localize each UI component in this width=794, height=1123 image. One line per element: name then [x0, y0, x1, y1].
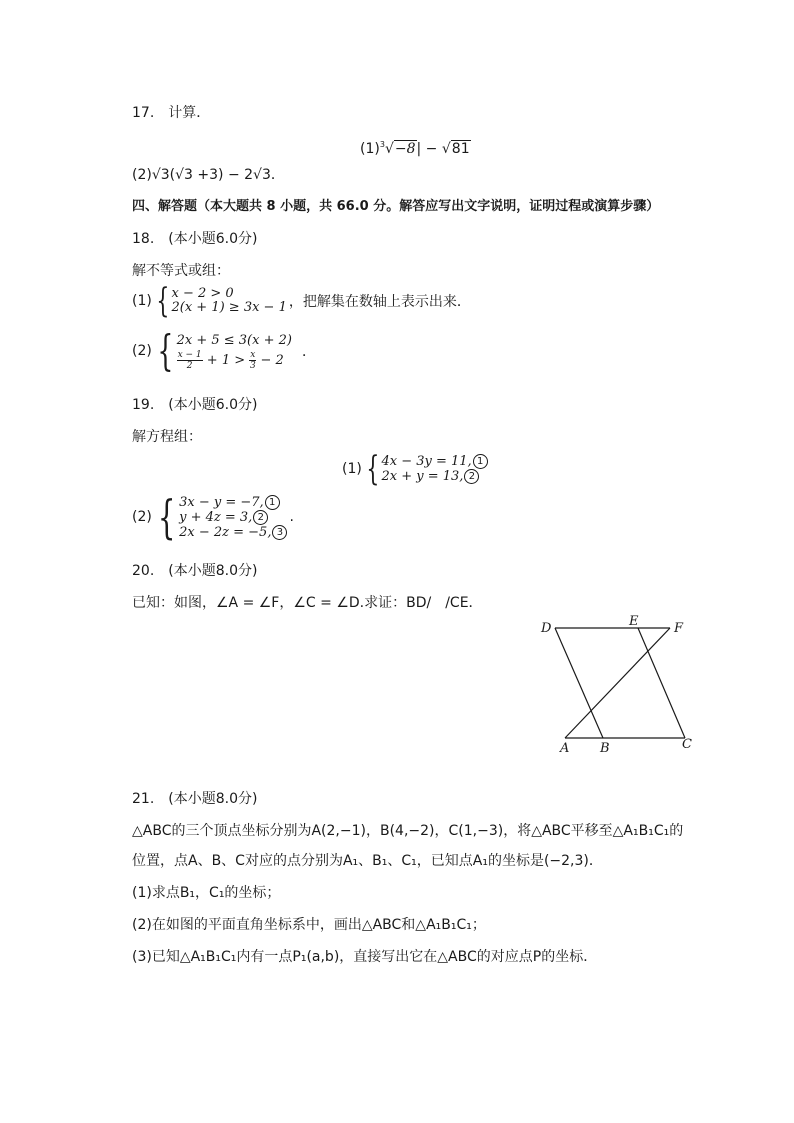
q18-p2-frac2-den: 3 [249, 360, 256, 371]
q18-p2-eq2 [177, 350, 292, 371]
q19-p2-eq2 [179, 510, 287, 525]
q19-p2-eq1-mark: 1 [265, 495, 280, 510]
q17-radicand-2: 81 [451, 141, 470, 157]
q19-p1-eq1-mark: 1 [473, 454, 488, 469]
q19-p1-eq1-text: 4x − 3y = 11, [381, 454, 472, 469]
q18-p2-frac1-num: x − 1 [177, 349, 202, 360]
line-DB [555, 628, 603, 738]
q17-sqrt-sign: √ [384, 141, 394, 157]
q19-part2 [132, 490, 294, 544]
label-E: E [629, 614, 639, 629]
q21-item2: (2)在如图的平面直角坐标系中，画出△ABC和△A₁B₁C₁； [132, 917, 486, 933]
section-title: 四、解答题（本大题共 8 小题，共 66.0 分。解答应写出文字说明，证明过程或演算步骤） [132, 199, 660, 214]
q18-part1 [132, 281, 471, 321]
q19-p2-eq2-mark: 2 [253, 510, 268, 525]
q17-part2-sqrt: √ [151, 167, 161, 183]
q19-p2-eq3-mark: 3 [272, 525, 287, 540]
q19-p1-eq1 [381, 454, 487, 469]
q17-part1 [360, 136, 471, 158]
q18-p1-eq2: 2(x + 1) ≥ 3x − 1 [171, 300, 287, 315]
q21-item3: (3)已知△A₁B₁C₁内有一点P₁(a,b)，直接写出它在△ABC的对应点P的坐标． [132, 949, 598, 965]
q18-p2-brace: { [157, 326, 174, 375]
q18-p2-frac2-num: x [250, 349, 256, 360]
q18-p2-end: − 2 [260, 352, 284, 368]
q18-p2-eq1: 2x + 5 ≤ 3(x + 2) [176, 332, 292, 348]
label-B: B [600, 741, 610, 756]
q18-p2-frac2 [249, 350, 256, 371]
q17-part1-mid: | − [416, 141, 442, 157]
q18-header: 18. (本小题6.0分) [132, 231, 258, 247]
q18-p2-tail: ． [301, 344, 316, 360]
q19-p2-eq1-text: 3x − y = −7, [179, 494, 264, 510]
q18-intro: 解不等式或组： [132, 263, 230, 279]
q20-header: 20. (本小题8.0分) [132, 563, 258, 579]
q19-p1-eq2-mark: 2 [464, 469, 479, 484]
q19-p2-eq3-text: 2x − 2z = −5, [179, 524, 272, 540]
q18-p1-brace: { [156, 281, 170, 321]
q17-part2-text: 3(√3 +3) − 2√3． [160, 167, 285, 183]
q18-p1-label: (1) [132, 293, 152, 309]
q19-p2-label: (2) [132, 509, 152, 525]
q17-header: 17. 计算． [132, 105, 211, 121]
label-C: C [682, 737, 692, 752]
q19-p2-eq3 [179, 525, 287, 540]
q19-p1-brace: { [366, 449, 380, 489]
label-A: A [560, 741, 570, 756]
q21-item1: (1)求点B₁，C₁的坐标； [132, 885, 281, 901]
q18-p2-frac1-den: 2 [186, 360, 193, 371]
q21-line2: 位置，点A、B、C对应的点分别为A₁、B₁、C₁，已知点A₁的坐标是(−2,3)． [132, 853, 603, 869]
q19-p1-eq2 [381, 469, 487, 484]
q18-p2-label: (2) [132, 343, 152, 359]
label-F: F [674, 621, 684, 636]
q17-sqrt-sign-2: √ [441, 141, 451, 157]
q21-line1: △ABC的三个顶点坐标分别为A(2,−1)，B(4,−2)，C(1,−3)，将△ABC平移至△A₁B₁C₁的 [132, 823, 684, 839]
q19-header: 19. (本小题6.0分) [132, 397, 258, 413]
q18-p1-eq1: x − 2 > 0 [171, 286, 234, 301]
q19-intro: 解方程组： [132, 429, 202, 445]
q18-p2-frac1 [177, 350, 203, 371]
q18-part2 [132, 326, 316, 375]
q19-p2-tail: . [289, 509, 294, 525]
line-FA [565, 628, 670, 738]
q17-root-index: 3 [379, 140, 385, 149]
q19-p2-eq1 [179, 495, 287, 510]
q21-header: 21. (本小题8.0分) [132, 791, 258, 807]
q19-part1 [342, 449, 488, 489]
line-EC [638, 628, 685, 738]
q20-geometry-figure [530, 612, 710, 762]
q17-part2 [132, 166, 285, 184]
q19-p2-eq2-text: y + 4z = 3, [179, 509, 253, 525]
q19-p1-eq2-text: 2x + y = 13, [381, 469, 464, 484]
q19-p1-label: (1) [342, 461, 362, 477]
q17-radicand: −8 [394, 141, 416, 157]
q20-text: 已知：如图，∠A = ∠F，∠C = ∠D.求证：BD/ /CE． [132, 595, 483, 611]
q19-p2-brace: { [157, 490, 176, 544]
q17-part2-prefix: (2) [132, 167, 152, 183]
q17-part1-prefix: (1) [360, 141, 380, 157]
q18-p2-mid: + 1 > [206, 352, 246, 368]
label-D: D [541, 621, 552, 636]
q18-p1-tail: ，把解集在数轴上表示出来． [288, 294, 471, 310]
